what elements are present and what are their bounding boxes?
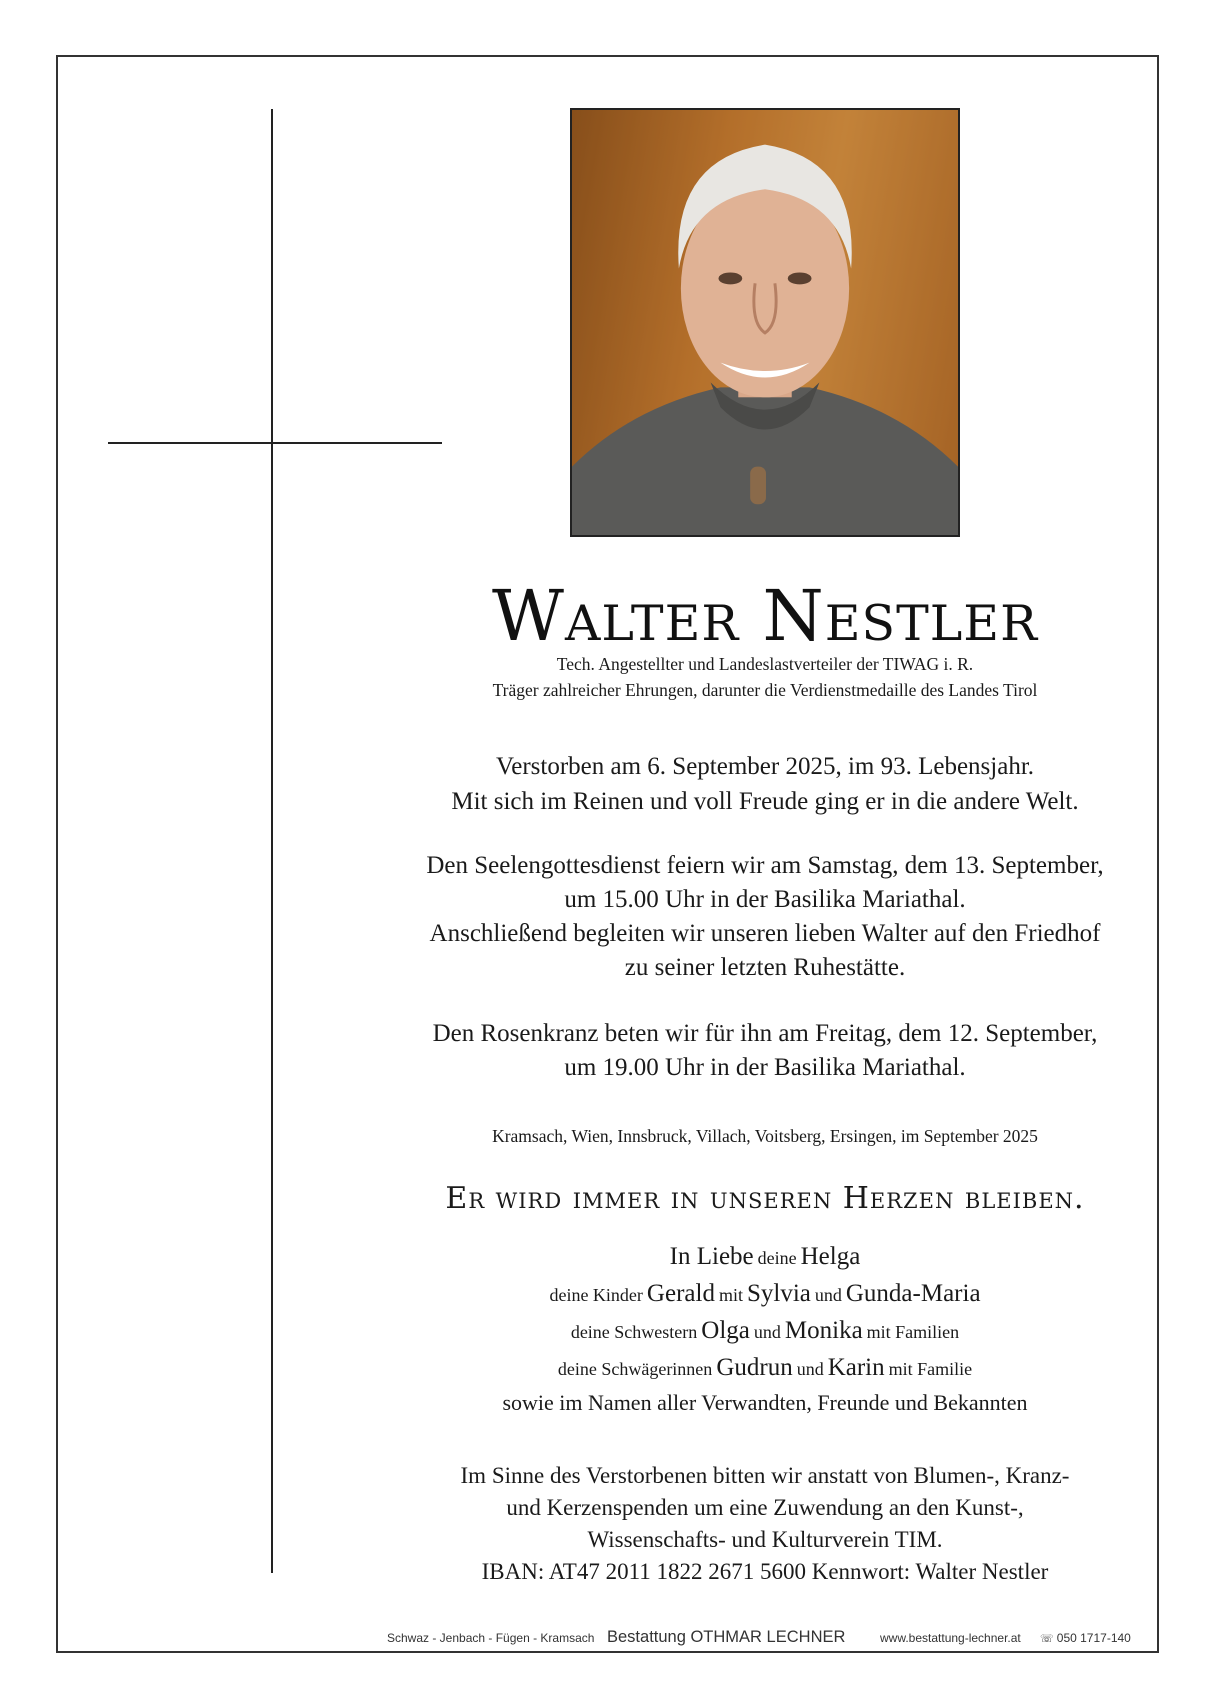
footer-company: Bestattung OTHMAR LECHNER [607, 1628, 846, 1646]
rosary-notice [395, 1017, 1135, 1085]
service-line: um 15.00 Uhr in der Basilika Mariathal. [564, 886, 966, 913]
family-text: mit [718, 1285, 743, 1305]
footer-towns: Schwaz - Jenbach - Fügen - Kramsach [387, 1631, 595, 1645]
donation-request [395, 1460, 1135, 1588]
mourners-line [395, 1277, 1135, 1314]
service-line: Den Seelengottesdienst feiern wir am Samstag, dem 13. September, [426, 852, 1104, 879]
honors-line: Träger zahlreicher Ehrungen, darunter die Verdienstmedaille des Landes Tirol [492, 680, 1038, 700]
relatives-line: sowie im Namen aller Verwandten, Freunde und Bekannten [502, 1390, 1028, 1415]
deceased-name: Walter Nestler [492, 575, 1038, 657]
mourners-list [395, 1240, 1135, 1388]
places-date: Kramsach, Wien, Innsbruck, Villach, Voitsberg, Ersingen, im September 2025 [492, 1126, 1038, 1146]
family-name: Karin [827, 1354, 885, 1381]
rosary-line: Den Rosenkranz beten wir für ihn am Freitag, dem 12. September, [432, 1020, 1098, 1047]
iban-line: IBAN: AT47 2011 1822 2671 5600 Kennwort: Walter Nestler [481, 1559, 1049, 1584]
cross-horizontal-bar [108, 442, 442, 444]
mourners-line [395, 1314, 1135, 1351]
family-name: Sylvia [746, 1280, 811, 1307]
donation-line: Im Sinne des Verstorbenen bitten wir anstatt von Blumen-, Kranz- [460, 1463, 1070, 1488]
occupation-text [395, 651, 1135, 703]
donation-line: Wissenschafts- und Kulturverein TIM. [587, 1527, 943, 1552]
footer-phone-number: 050 1717-140 [1056, 1631, 1131, 1645]
funeral-service-notice [395, 849, 1135, 985]
phone-icon: ☏ [1040, 1633, 1054, 1645]
service-line: Anschließend begleiten wir unseren lieben Walter auf den Friedhof [429, 920, 1101, 947]
death-date-line: Verstorben am 6. September 2025, im 93. Lebensjahr. [495, 753, 1035, 780]
family-text: deine [757, 1248, 797, 1268]
family-text: deine Kinder [549, 1285, 643, 1305]
family-text: mit Familien [866, 1322, 960, 1342]
family-name: Gudrun [716, 1354, 793, 1381]
cross-vertical-bar [271, 109, 273, 1573]
family-text: mit Familie [888, 1359, 973, 1379]
family-name: Monika [784, 1317, 863, 1344]
family-text: deine Schwägerinnen [557, 1359, 713, 1379]
service-line: zu seiner letzten Ruhestätte. [624, 954, 906, 981]
death-notice [395, 749, 1135, 819]
family-name: Helga [800, 1243, 861, 1270]
motto: Er wird immer in unseren Herzen bleiben. [445, 1181, 1085, 1216]
family-name: Olga [701, 1317, 750, 1344]
death-sentiment-line: Mit sich im Reinen und voll Freude ging er in die andere Welt. [451, 788, 1079, 815]
donation-line: und Kerzenspenden um eine Zuwendung an den Kunst-, [506, 1495, 1024, 1520]
family-text: und [796, 1359, 824, 1379]
footer-phone [1040, 1631, 1131, 1645]
family-text: In Liebe [669, 1243, 754, 1270]
family-text: deine Schwestern [570, 1322, 698, 1342]
family-text: und [814, 1285, 842, 1305]
footer [0, 1628, 1213, 1648]
footer-website[interactable]: www.bestattung-lechner.at [880, 1631, 1021, 1645]
portrait-photo [570, 108, 960, 537]
family-text: und [753, 1322, 781, 1342]
rosary-line: um 19.00 Uhr in der Basilika Mariathal. [564, 1054, 966, 1081]
family-name: Gerald [646, 1280, 715, 1307]
mourners-line [395, 1240, 1135, 1277]
family-name: Gunda-Maria [845, 1280, 981, 1307]
mourners-line [395, 1351, 1135, 1388]
occupation-line: Tech. Angestellter und Landeslastverteiler der TIWAG i. R. [556, 654, 974, 674]
